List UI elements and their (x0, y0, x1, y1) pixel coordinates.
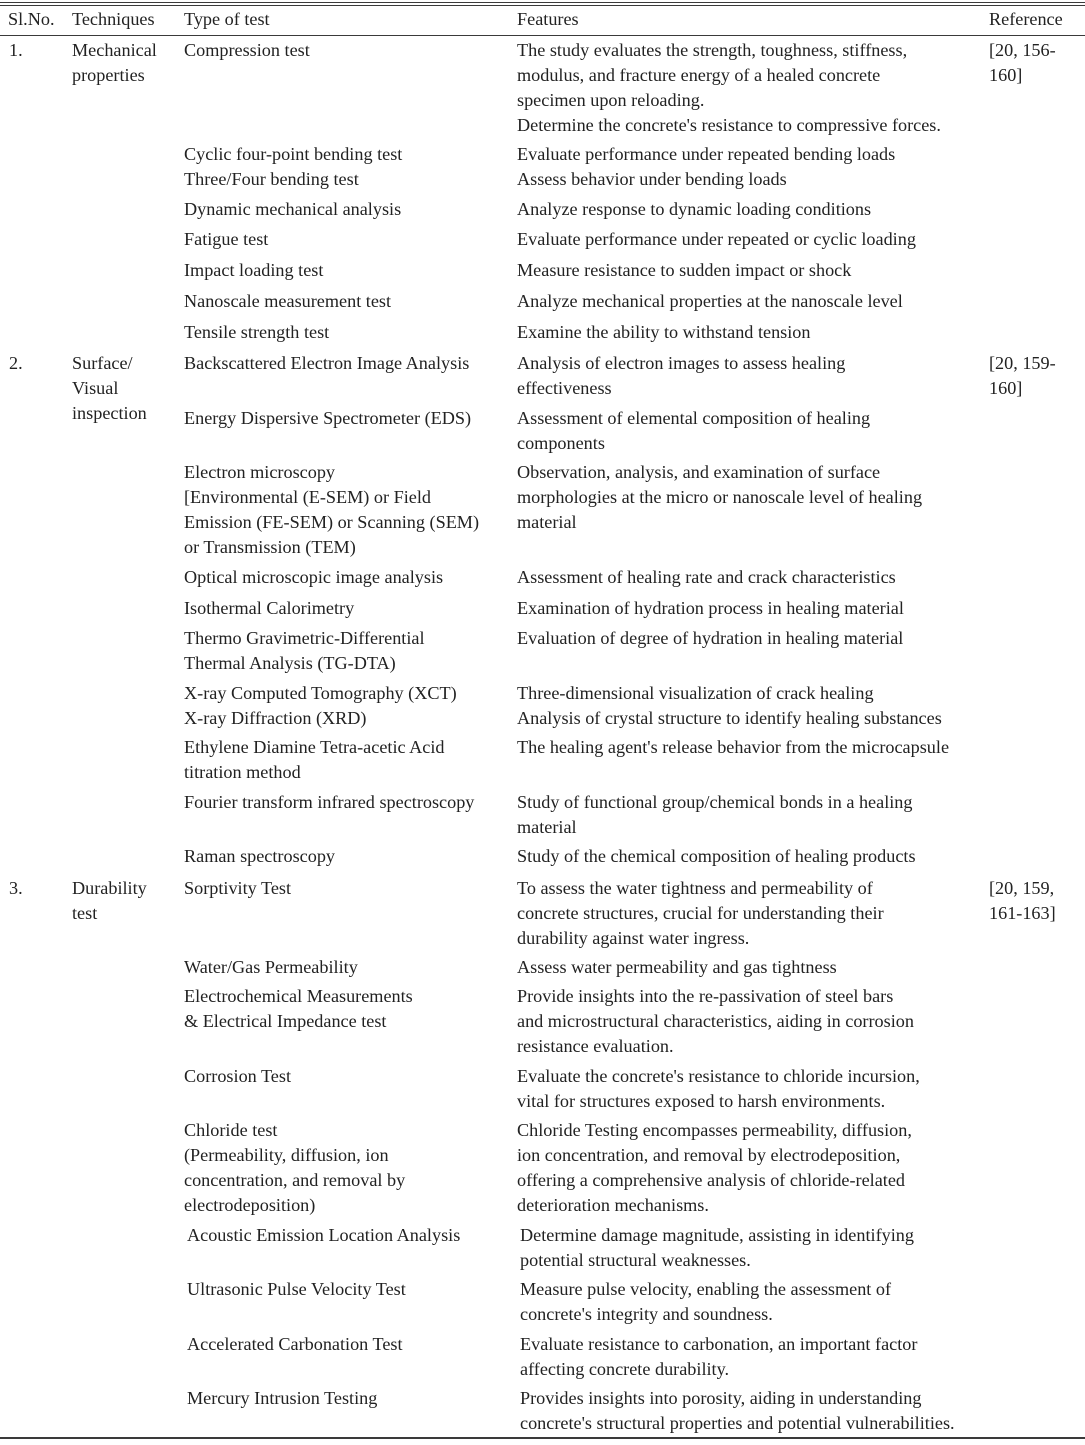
features-cell: Assessment of elemental composition of healing (517, 408, 871, 428)
type-of-test-cell: Compression test (184, 40, 310, 60)
features-cell: deterioration mechanisms. (517, 1195, 709, 1215)
type-of-test-cell: X-ray Computed Tomography (XCT) (184, 683, 457, 703)
features-cell: Assess behavior under bending loads (517, 169, 787, 189)
technique-cell: properties (72, 65, 145, 85)
features-cell: Evaluation of degree of hydration in healing material (517, 628, 904, 648)
technique-cell: Durability (72, 878, 147, 898)
features-cell: Study of the chemical composition of healing products (517, 846, 916, 866)
features-cell: and microstructural characteristics, aiding in corrosion (517, 1011, 914, 1031)
features-cell: The study evaluates the strength, toughness, stiffness, (517, 40, 908, 60)
header-separator-rule (0, 35, 1085, 36)
features-cell: Provide insights into the re-passivation of steel bars (517, 986, 894, 1006)
features-cell: Study of functional group/chemical bonds in a healing (517, 792, 913, 812)
reference-cell: [20, 159- (989, 353, 1056, 373)
type-of-test-cell: Isothermal Calorimetry (184, 598, 355, 618)
type-of-test-cell: concentration, and removal by (184, 1170, 406, 1190)
type-of-test-cell: Tensile strength test (184, 322, 330, 342)
type-of-test-cell: Raman spectroscopy (184, 846, 336, 866)
features-cell: To assess the water tightness and permeability of (517, 878, 873, 898)
type-of-test-cell: Accelerated Carbonation Test (187, 1334, 403, 1354)
top-border-rule-inner (0, 5, 1085, 6)
type-of-test-cell: Ultrasonic Pulse Velocity Test (187, 1279, 406, 1299)
top-border-rule (0, 2, 1085, 3)
technique-cell: Mechanical (72, 40, 157, 60)
features-cell: specimen upon reloading. (517, 90, 705, 110)
features-cell: affecting concrete durability. (520, 1359, 730, 1379)
type-of-test-cell: Optical microscopic image analysis (184, 567, 444, 587)
type-of-test-cell: Impact loading test (184, 260, 324, 280)
header-type-of-test: Type of test (184, 9, 270, 29)
features-cell: Assessment of healing rate and crack characteristics (517, 567, 896, 587)
features-cell: Analysis of crystal structure to identify healing substances (517, 708, 942, 728)
bottom-border-rule (0, 1437, 1085, 1439)
features-cell: durability against water ingress. (517, 928, 750, 948)
features-cell: Examination of hydration process in healing material (517, 598, 904, 618)
features-cell: Evaluate the concrete's resistance to chloride incursion, (517, 1066, 920, 1086)
type-of-test-cell: Fatigue test (184, 229, 269, 249)
type-of-test-cell: (Permeability, diffusion, ion (184, 1145, 389, 1165)
features-cell: resistance evaluation. (517, 1036, 674, 1056)
type-of-test-cell: Cyclic four-point bending test (184, 144, 403, 164)
header-slno: Sl.No. (8, 9, 55, 29)
type-of-test-cell: Electrochemical Measurements (184, 986, 413, 1006)
type-of-test-cell: Electron microscopy (184, 462, 336, 482)
features-cell: Analyze mechanical properties at the nanoscale level (517, 291, 903, 311)
features-cell: Assess water permeability and gas tightness (517, 957, 837, 977)
features-cell: concrete structures, crucial for understanding their (517, 903, 884, 923)
features-cell: concrete's structural properties and potential vulnerabilities. (520, 1413, 955, 1433)
features-cell: Determine the concrete's resistance to compressive forces. (517, 115, 941, 135)
reference-cell: 161-163] (989, 903, 1056, 923)
type-of-test-cell: Backscattered Electron Image Analysis (184, 353, 470, 373)
type-of-test-cell: electrodeposition) (184, 1195, 316, 1215)
features-cell: Three-dimensional visualization of crack healing (517, 683, 874, 703)
features-cell: Analysis of electron images to assess healing (517, 353, 846, 373)
features-cell: Evaluate resistance to carbonation, an important factor (520, 1334, 918, 1354)
sl-no-cell: 3. (9, 878, 23, 898)
features-cell: Evaluate performance under repeated or cyclic loading (517, 229, 916, 249)
technique-cell: Surface/ (72, 353, 133, 373)
features-cell: The healing agent's release behavior from the microcapsule (517, 737, 950, 757)
features-cell: concrete's integrity and soundness. (520, 1304, 773, 1324)
reference-cell: [20, 159, (989, 878, 1055, 898)
type-of-test-cell: Nanoscale measurement test (184, 291, 392, 311)
type-of-test-cell: titration method (184, 762, 301, 782)
sl-no-cell: 2. (9, 353, 23, 373)
reference-cell: 160] (989, 378, 1023, 398)
type-of-test-cell: Acoustic Emission Location Analysis (187, 1225, 461, 1245)
type-of-test-cell: Ethylene Diamine Tetra-acetic Acid (184, 737, 445, 757)
type-of-test-cell: Thermal Analysis (TG-DTA) (184, 653, 396, 673)
type-of-test-cell: Sorptivity Test (184, 878, 292, 898)
technique-cell: test (72, 903, 98, 923)
type-of-test-cell: Energy Dispersive Spectrometer (EDS) (184, 408, 472, 428)
features-cell: Measure pulse velocity, enabling the assessment of (520, 1279, 892, 1299)
features-cell: Examine the ability to withstand tension (517, 322, 811, 342)
features-cell: offering a comprehensive analysis of chloride-related (517, 1170, 906, 1190)
type-of-test-cell: Dynamic mechanical analysis (184, 199, 402, 219)
type-of-test-cell: & Electrical Impedance test (184, 1011, 387, 1031)
features-cell: Measure resistance to sudden impact or shock (517, 260, 852, 280)
sl-no-cell: 1. (9, 40, 23, 60)
type-of-test-cell: Mercury Intrusion Testing (187, 1388, 378, 1408)
features-cell: components (517, 433, 605, 453)
features-cell: ion concentration, and removal by electrodeposition, (517, 1145, 901, 1165)
type-of-test-cell: or Transmission (TEM) (184, 537, 356, 557)
technique-cell: Visual (72, 378, 119, 398)
type-of-test-cell: Chloride test (184, 1120, 278, 1140)
header-reference: Reference (989, 9, 1063, 29)
features-cell: Evaluate performance under repeated bending loads (517, 144, 896, 164)
reference-cell: [20, 156- (989, 40, 1056, 60)
features-cell: material (517, 512, 577, 532)
header-techniques: Techniques (72, 9, 155, 29)
features-cell: Provides insights into porosity, aiding in understanding (520, 1388, 922, 1408)
features-cell: Observation, analysis, and examination of surface (517, 462, 881, 482)
features-cell: material (517, 817, 577, 837)
features-cell: Analyze response to dynamic loading conditions (517, 199, 872, 219)
features-cell: morphologies at the micro or nanoscale level of healing (517, 487, 923, 507)
header-features: Features (517, 9, 579, 29)
type-of-test-cell: Fourier transform infrared spectroscopy (184, 792, 475, 812)
features-cell: effectiveness (517, 378, 612, 398)
features-cell: potential structural weaknesses. (520, 1250, 751, 1270)
type-of-test-cell: X-ray Diffraction (XRD) (184, 708, 367, 728)
features-cell: vital for structures exposed to harsh environments. (517, 1091, 886, 1111)
features-cell: Chloride Testing encompasses permeability, diffusion, (517, 1120, 912, 1140)
technique-cell: inspection (72, 403, 147, 423)
features-cell: Determine damage magnitude, assisting in identifying (520, 1225, 914, 1245)
type-of-test-cell: Three/Four bending test (184, 169, 359, 189)
type-of-test-cell: Water/Gas Permeability (184, 957, 358, 977)
features-cell: modulus, and fracture energy of a healed concrete (517, 65, 881, 85)
type-of-test-cell: Thermo Gravimetric-Differential (184, 628, 425, 648)
reference-cell: 160] (989, 65, 1023, 85)
type-of-test-cell: Corrosion Test (184, 1066, 292, 1086)
type-of-test-cell: Emission (FE-SEM) or Scanning (SEM) (184, 512, 480, 532)
type-of-test-cell: [Environmental (E-SEM) or Field (184, 487, 431, 507)
